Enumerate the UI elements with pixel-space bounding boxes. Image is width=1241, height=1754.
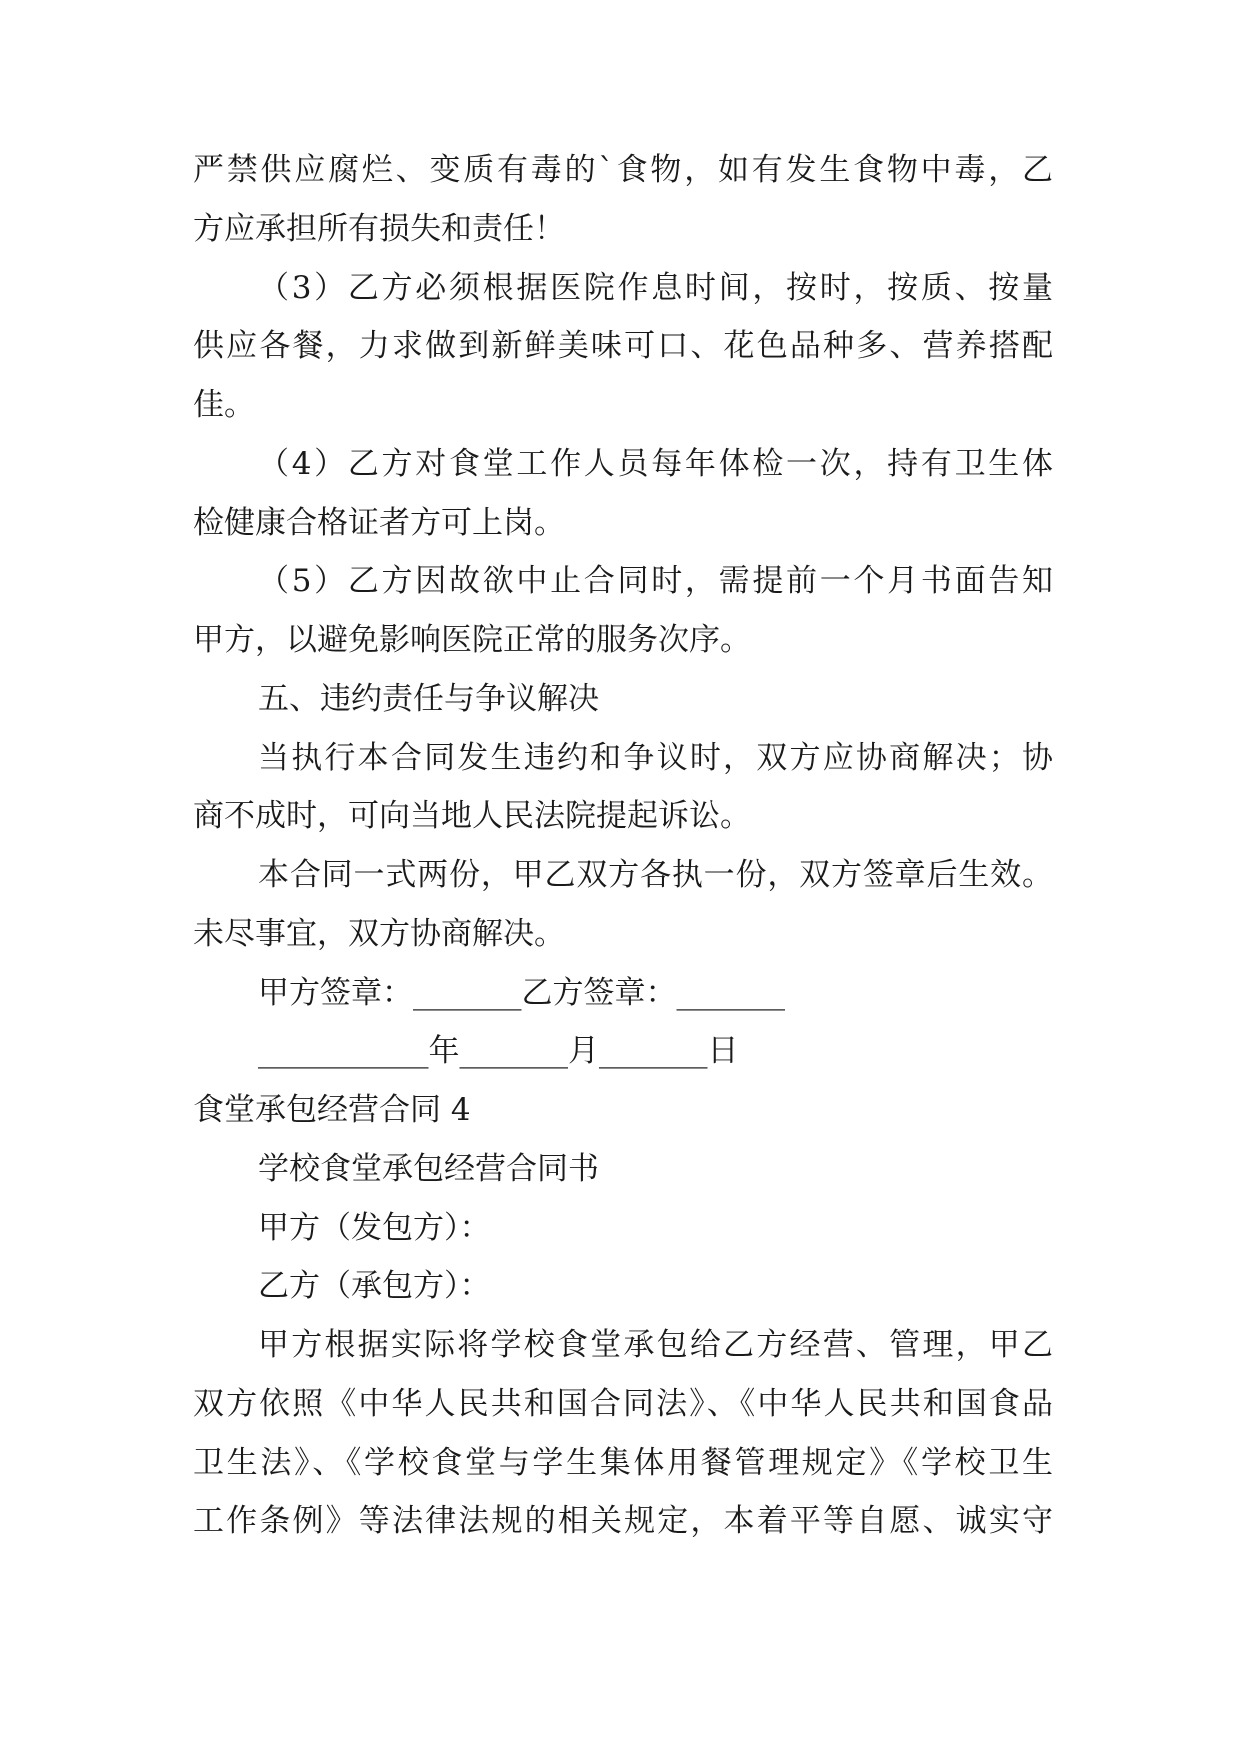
contract-title: 食堂承包经营合同 4	[193, 1092, 471, 1128]
text-line-13: 本合同一式两份，甲乙双方各执一份，双方签章后生效。	[258, 857, 1053, 893]
text-line-5: 佳。	[193, 387, 255, 423]
text-line-22: 双方依照《中华人民共和国合同法》、《中华人民共和国食品	[193, 1386, 1053, 1422]
text-line-4: 供应各餐，力求做到新鲜美味可口、花色品种多、营养搭配	[193, 328, 1053, 364]
text-line-6: （4）乙方对食堂工作人员每年体检一次，持有卫生体	[258, 446, 1053, 482]
party-b-line: 乙方（承包方）：	[258, 1268, 491, 1304]
signature-line: 甲方签章：_______乙方签章：_______	[258, 975, 785, 1011]
text-line-12: 商不成时，可向当地人民法院提起诉讼。	[193, 798, 751, 834]
text-line-9: 甲方，以避免影响医院正常的服务次序。	[193, 622, 751, 658]
text-line-14: 未尽事宜，双方协商解决。	[193, 916, 565, 952]
text-line-1: 严禁供应腐烂、变质有毒的`食物，如有发生食物中毒，乙	[193, 152, 1053, 188]
text-line-23: 卫生法》、《学校食堂与学生集体用餐管理规定》《学校卫生	[193, 1445, 1053, 1481]
text-line-21: 甲方根据实际将学校食堂承包给乙方经营、管理，甲乙	[258, 1327, 1053, 1363]
text-line-11: 当执行本合同发生违约和争议时，双方应协商解决；协	[258, 740, 1053, 776]
text-line-8: （5）乙方因故欲中止合同时，需提前一个月书面告知	[258, 563, 1053, 599]
text-line-2: 方应承担所有损失和责任！	[193, 211, 565, 247]
text-line-3: （3）乙方必须根据医院作息时间，按时，按质、按量	[258, 270, 1053, 306]
section-heading: 五、违约责任与争议解决	[258, 681, 599, 717]
text-line-7: 检健康合格证者方可上岗。	[193, 505, 565, 541]
party-a-line: 甲方（发包方）：	[258, 1210, 491, 1246]
date-line: ___________年_______月_______日	[258, 1033, 739, 1069]
contract-subtitle: 学校食堂承包经营合同书	[258, 1151, 599, 1187]
text-line-24: 工作条例》等法律法规的相关规定，本着平等自愿、诚实守	[193, 1503, 1053, 1539]
